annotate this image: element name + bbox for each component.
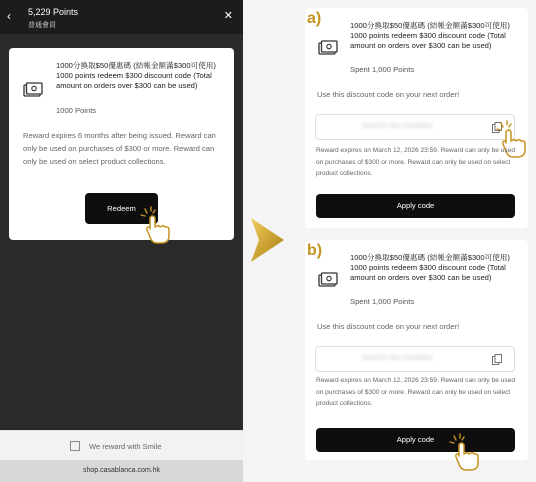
points-balance: 5,229 Points: [28, 7, 79, 17]
member-tier: 普通會員: [28, 22, 56, 29]
reward-card: [9, 48, 234, 240]
discount-panel-a: [305, 8, 528, 228]
points-spent: Spent 1,000 Points: [350, 297, 415, 306]
cash-ticket-icon: [318, 40, 338, 56]
reward-expiry: Reward expires on March 12, 2026 23:59. Reward can only be used on purchases of $300 or more. Reward can only be used on select product collections.: [316, 147, 516, 177]
discount-code: $50OFF-65c769988b0: [362, 355, 433, 362]
redeem-button[interactable]: Redeem: [85, 193, 158, 224]
chevron-right-icon: [248, 214, 288, 266]
copy-icon[interactable]: [492, 354, 502, 365]
smile-logo-icon: [70, 441, 80, 451]
panel-tag: a): [307, 10, 322, 27]
reward-cost: 1000 Points: [56, 106, 97, 115]
left-phone-screen: [0, 0, 243, 482]
smile-footer[interactable]: [0, 430, 243, 460]
discount-panel-b: [305, 240, 528, 460]
use-code-hint: Use this discount code on your next order!: [317, 322, 460, 331]
use-code-hint: Use this discount code on your next order!: [317, 90, 460, 99]
tap-hand-icon: [448, 433, 488, 473]
discount-code-field[interactable]: [315, 114, 515, 140]
points-header: [0, 0, 243, 34]
panel-tag: b): [307, 242, 323, 259]
tap-hand-icon: [139, 206, 179, 246]
close-icon[interactable]: ✕: [223, 10, 233, 22]
discount-code-field[interactable]: [315, 346, 515, 372]
reward-title: 1000分換取$50優惠碼 (結帳金額滿$300可使用) 1000 points redeem $300 discount code (Total amount on orders over $300 can be used): [350, 21, 510, 50]
cash-ticket-icon: [318, 272, 338, 288]
apply-code-button[interactable]: Apply code: [316, 194, 515, 218]
browser-url-bar[interactable]: shop.casablanca.com.hk: [0, 460, 243, 482]
points-spent: Spent 1,000 Points: [350, 65, 415, 74]
reward-terms: Reward expires 6 months after being issued. Reward can only be used on purchases of $300 or more. Reward can only be used on select product collections.: [23, 131, 216, 166]
discount-code: $50OFF-65c769988b0: [362, 123, 433, 130]
cash-ticket-icon: [23, 82, 43, 98]
chevron-left-icon[interactable]: ‹: [7, 9, 11, 23]
reward-title: 1000分換取$50優惠碼 (結帳金額滿$300可使用) 1000 points redeem $300 discount code (Total amount on orders over $300 can be used): [350, 253, 510, 282]
smile-footer-text: We reward with Smile: [89, 442, 162, 451]
apply-code-button[interactable]: Apply code: [316, 428, 515, 452]
reward-expiry: Reward expires on March 12, 2026 23:59. Reward can only be used on purchases of $300 or more. Reward can only be used on select product collections.: [316, 377, 516, 407]
reward-title: 1000分換取$50優惠碼 (結帳金額滿$300可使用) 1000 points redeem $300 discount code (Total amount on orders over $300 can be used): [56, 61, 216, 90]
